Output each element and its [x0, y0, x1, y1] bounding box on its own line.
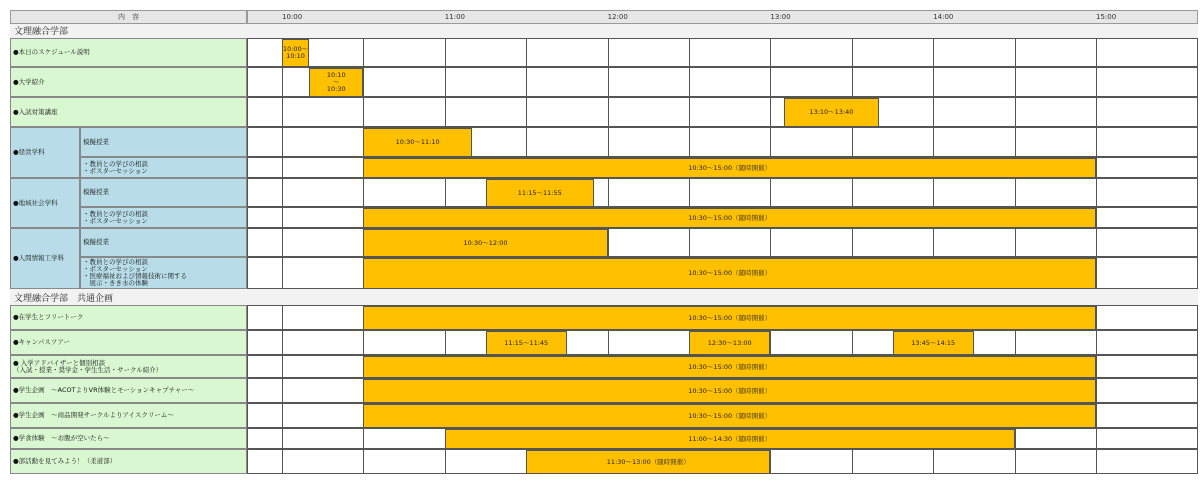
grid-cell: [689, 67, 771, 97]
time-bar: 10:30〜15:00（随時開催）: [363, 356, 1096, 378]
grid-cell: [933, 449, 1015, 474]
department-label: ●経営学科: [10, 127, 80, 178]
grid-cell: [282, 178, 364, 207]
grid-cell: [247, 378, 283, 403]
grid-cell: [770, 178, 852, 207]
item-label: ●在学生とフリートーク: [10, 305, 247, 330]
grid-cell: [363, 67, 445, 97]
grid-cell: [933, 67, 1015, 97]
grid-cell: [282, 378, 364, 403]
grid-cell: [1096, 428, 1198, 449]
grid-cell: [852, 228, 934, 257]
time-bar: 12:30〜13:00: [689, 331, 770, 355]
grid-cell: [1015, 178, 1097, 207]
grid-cell: [247, 257, 283, 289]
grid-cell: [247, 178, 283, 207]
time-bar: 13:10〜13:40: [784, 98, 879, 127]
grid-cell: [247, 127, 283, 157]
grid-cell: [363, 449, 445, 474]
grid-cell: [1096, 228, 1198, 257]
grid-cell: [608, 67, 690, 97]
time-bar: 11:15〜11:45: [486, 331, 567, 355]
grid-cell: [852, 127, 934, 157]
grid-cell: [445, 67, 527, 97]
grid-cell: [608, 97, 690, 127]
grid-cell: [1096, 67, 1198, 97]
header-time-axis: [247, 10, 1198, 24]
grid-cell: [445, 38, 527, 67]
sub-item-label: 模擬授業: [80, 127, 247, 157]
department-label: ●地域社会学科: [10, 178, 80, 228]
item-label: ●キャンパスツアー: [10, 330, 247, 355]
department-label: ●人間情報工学科: [10, 228, 80, 289]
time-bar: 11:30〜13:00（随時開催）: [526, 450, 770, 474]
grid-cell: [1096, 97, 1198, 127]
time-bar: 10:10 〜 10:30: [309, 68, 363, 97]
sub-item-label: 模擬授業: [80, 228, 247, 257]
grid-cell: [1096, 305, 1198, 330]
grid-cell: [933, 127, 1015, 157]
grid-cell: [1096, 257, 1198, 289]
grid-cell: [282, 449, 364, 474]
grid-cell: [1096, 38, 1198, 67]
grid-cell: [247, 97, 283, 127]
grid-cell: [363, 428, 445, 449]
item-label: ● 入学アドバイザーと個別相談 （入試・授業・奨学金・学生生活・サークル紹介）: [10, 355, 247, 378]
grid-cell: [526, 97, 608, 127]
grid-cell: [247, 449, 283, 474]
grid-cell: [282, 157, 364, 178]
sub-item-label: 模擬授業: [80, 178, 247, 207]
grid-cell: [933, 97, 1015, 127]
grid-cell: [247, 305, 283, 330]
grid-cell: [608, 127, 690, 157]
time-tick-label: 10:00: [282, 13, 303, 21]
grid-cell: [689, 38, 771, 67]
grid-cell: [689, 97, 771, 127]
grid-cell: [1015, 228, 1097, 257]
grid-cell: [282, 97, 364, 127]
grid-cell: [1096, 330, 1198, 355]
grid-cell: [526, 127, 608, 157]
grid-cell: [1015, 38, 1097, 67]
grid-cell: [852, 178, 934, 207]
grid-cell: [247, 403, 283, 428]
grid-cell: [247, 207, 283, 228]
time-bar: 11:15〜11:55: [486, 179, 595, 207]
grid-cell: [247, 228, 283, 257]
time-tick-label: 14:00: [933, 13, 954, 21]
grid-cell: [363, 330, 445, 355]
grid-cell: [282, 330, 364, 355]
grid-cell: [445, 97, 527, 127]
item-label: ●本日のスケジュール説明: [10, 38, 247, 67]
grid-cell: [282, 428, 364, 449]
grid-cell: [933, 178, 1015, 207]
grid-cell: [1096, 449, 1198, 474]
grid-cell: [1015, 449, 1097, 474]
grid-cell: [1096, 178, 1198, 207]
grid-cell: [852, 38, 934, 67]
grid-cell: [247, 157, 283, 178]
item-label: ●学食体験 〜お腹が空いたら〜: [10, 428, 247, 449]
grid-cell: [282, 355, 364, 378]
item-label: ●学生企画 〜商品開発サークルよりアイスクリーム〜: [10, 403, 247, 428]
grid-cell: [1096, 157, 1198, 178]
time-tick-label: 15:00: [1096, 13, 1117, 21]
grid-cell: [689, 228, 771, 257]
grid-cell: [770, 38, 852, 67]
section-header: 文理融合学部 共通企画: [10, 289, 1198, 305]
time-bar: 10:00〜 10:10: [282, 39, 309, 67]
time-bar: 10:30〜15:00（随時開催）: [363, 258, 1096, 289]
grid-cell: [1096, 127, 1198, 157]
grid-cell: [526, 38, 608, 67]
time-bar: 10:30〜15:00（随時開催）: [363, 306, 1096, 330]
grid-cell: [852, 67, 934, 97]
grid-cell: [608, 330, 690, 355]
grid-cell: [247, 38, 283, 67]
grid-cell: [1096, 355, 1198, 378]
grid-cell: [282, 228, 364, 257]
grid-cell: [1015, 428, 1097, 449]
item-label: ●大学紹介: [10, 67, 247, 97]
time-bar: 11:00〜14:30（随時開催）: [445, 429, 1015, 449]
grid-cell: [363, 178, 445, 207]
grid-cell: [852, 449, 934, 474]
grid-cell: [282, 207, 364, 228]
sub-item-label: ・教員との学びの相談 ・ポスターセッション ・医療福祉および情報技術に関する 展示・きき水の体験: [80, 257, 247, 289]
grid-cell: [933, 228, 1015, 257]
item-label: ●部活動を見てみよう！（柔道部）: [10, 449, 247, 474]
grid-cell: [770, 127, 852, 157]
time-bar: 10:30〜11:10: [363, 128, 472, 157]
grid-cell: [608, 178, 690, 207]
grid-cell: [770, 449, 852, 474]
grid-cell: [1015, 97, 1097, 127]
grid-cell: [1096, 403, 1198, 428]
time-bar: 13:45〜14:15: [893, 331, 974, 355]
grid-cell: [282, 127, 364, 157]
grid-cell: [1015, 67, 1097, 97]
sub-item-label: ・教員との学びの相談 ・ポスターセッション: [80, 157, 247, 178]
grid-cell: [282, 305, 364, 330]
grid-cell: [689, 127, 771, 157]
time-bar: 10:30〜12:00: [363, 229, 607, 257]
grid-cell: [770, 67, 852, 97]
time-tick-label: 12:00: [607, 13, 628, 21]
time-tick-label: 13:00: [770, 13, 791, 21]
section-header: 文理融合学部: [10, 24, 1198, 38]
item-label: ●学生企画 〜ACOTよりVR体験とモーションキャプチャー〜: [10, 378, 247, 403]
grid-cell: [770, 228, 852, 257]
header-content-label: 内 容: [10, 10, 247, 24]
grid-cell: [689, 178, 771, 207]
grid-cell: [247, 355, 283, 378]
grid-cell: [247, 330, 283, 355]
grid-cell: [1096, 378, 1198, 403]
grid-cell: [363, 38, 445, 67]
grid-cell: [445, 449, 527, 474]
time-bar: 10:30〜15:00（随時開催）: [363, 158, 1096, 178]
grid-cell: [282, 257, 364, 289]
grid-cell: [247, 67, 283, 97]
grid-cell: [526, 67, 608, 97]
grid-cell: [608, 38, 690, 67]
grid-cell: [1096, 207, 1198, 228]
time-tick-label: 11:00: [444, 13, 465, 21]
grid-cell: [933, 38, 1015, 67]
item-label: ●入試対策講座: [10, 97, 247, 127]
grid-cell: [1015, 330, 1097, 355]
time-bar: 10:30〜15:00（随時開催）: [363, 208, 1096, 228]
sub-item-label: ・教員との学びの相談 ・ポスターセッション: [80, 207, 247, 228]
grid-cell: [282, 403, 364, 428]
time-bar: 10:30〜15:00（随時開催）: [363, 404, 1096, 428]
time-bar: 10:30〜15:00（随時開催）: [363, 379, 1096, 403]
grid-cell: [1015, 127, 1097, 157]
grid-cell: [608, 228, 690, 257]
grid-cell: [770, 330, 852, 355]
grid-cell: [363, 97, 445, 127]
grid-cell: [247, 428, 283, 449]
